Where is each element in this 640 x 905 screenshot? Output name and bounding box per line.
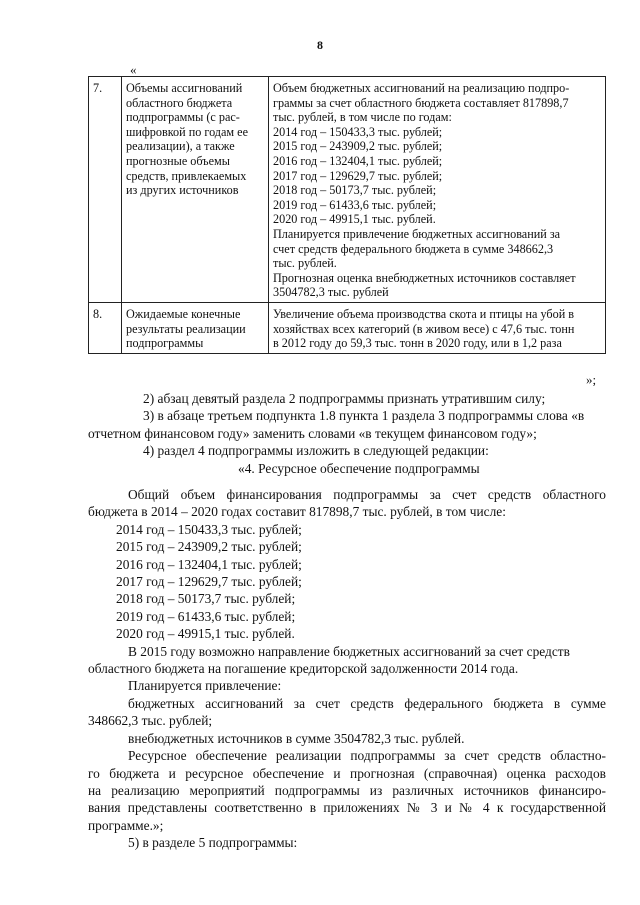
row-name-line: результаты реализации xyxy=(126,321,246,336)
row-name-line: реализации), а также xyxy=(126,139,235,154)
row-number: 8. xyxy=(89,302,122,353)
row-name-line: подпрограммы (с рас- xyxy=(126,110,240,125)
resource-line-5: программе.»; xyxy=(88,817,164,833)
content-line: граммы за счет областного бюджета составляет 817898,7 xyxy=(273,95,569,110)
row-name-line: средств, привлекаемых xyxy=(126,168,247,183)
content-line: 2020 год – 49915,1 тыс. рублей. xyxy=(273,212,436,227)
row-name-line: областного бюджета xyxy=(126,95,233,110)
resource-line-1: Ресурсное обеспечение реализации подпрограммы за счет средств областно- xyxy=(128,748,606,764)
content-line: Прогнозная оценка внебюджетных источников составляет xyxy=(273,270,576,285)
resource-line-4: вания представлены соответственно в приложениях № 3 и № 4 к государственной xyxy=(88,800,606,816)
item-3-line-2: отчетном финансовом году» заменить словами «в текущем финансовом году»; xyxy=(88,425,537,441)
row-name-line: шифровкой по годам ее xyxy=(126,124,248,139)
row-content-cell xyxy=(269,302,606,353)
content-line: тыс. рублей. xyxy=(273,256,337,271)
debt-line-1: В 2015 году возможно направление бюджетных ассигнований за счет средств xyxy=(128,643,570,659)
table-row xyxy=(89,302,606,353)
row-name-line: из других источников xyxy=(126,183,239,198)
federal-line-1: бюджетных ассигнований за счет средств федерального бюджета в сумме xyxy=(128,695,606,711)
section-4-body xyxy=(88,486,606,852)
row-name-cell xyxy=(122,77,269,303)
row-name-line: Объемы ассигнований xyxy=(126,81,243,95)
content-line: 2019 год – 61433,6 тыс. рублей; xyxy=(273,197,437,212)
row-name-line: прогнозные объемы xyxy=(126,153,230,168)
subprogram-passport-table xyxy=(88,76,606,354)
total-line-1: Общий объем финансирования подпрограммы за счет средств областного xyxy=(128,487,606,502)
row-name-line: Ожидаемые конечные xyxy=(126,306,241,321)
table-row xyxy=(89,77,606,303)
year-line: 2014 год – 150433,3 тыс. рублей; xyxy=(116,521,302,537)
federal-line-2: 348662,3 тыс. рублей; xyxy=(88,713,213,729)
page-number: 8 xyxy=(317,38,323,52)
content-line: 2018 год – 50173,7 тыс. рублей; xyxy=(273,183,437,198)
year-line: 2019 год – 61433,6 тыс. рублей; xyxy=(116,608,296,624)
item-4: 4) раздел 4 подпрограммы изложить в следующей редакции: xyxy=(143,443,489,459)
content-line: тыс. рублей, в том числе по годам: xyxy=(273,110,452,125)
content-line: 2016 год – 132404,1 тыс. рублей; xyxy=(273,153,443,168)
year-line: 2017 год – 129629,7 тыс. рублей; xyxy=(116,574,302,590)
row-name-line: подпрограммы xyxy=(126,336,204,351)
content-line: 3504782,3 тыс. рублей xyxy=(273,285,389,300)
section-title: «4. Ресурсное обеспечение подпрограммы xyxy=(238,460,480,476)
item-3-line-1: 3) в абзаце третьем подпункта 1.8 пункта 1 раздела 3 подпрограммы слова «в xyxy=(143,408,585,424)
row-number: 7. xyxy=(89,77,122,303)
content-line: в 2012 году до 59,3 тыс. тонн в 2020 году, или в 1,2 раза xyxy=(273,336,562,351)
content-line: Планируется привлечение бюджетных ассигнований за xyxy=(273,226,561,241)
item-5: 5) в разделе 5 подпрограммы: xyxy=(128,835,298,851)
content-line: 2017 год – 129629,7 тыс. рублей; xyxy=(273,168,443,183)
content-line: 2015 год – 243909,2 тыс. рублей; xyxy=(273,139,443,154)
year-line: 2020 год – 49915,1 тыс. рублей. xyxy=(116,626,295,642)
content-line: 2014 год – 150433,3 тыс. рублей; xyxy=(273,124,443,139)
year-line: 2018 год – 50173,7 тыс. рублей; xyxy=(116,591,296,607)
row-name-cell xyxy=(122,302,269,353)
content-line: хозяйствах всех категорий (в живом весе) с 47,6 тыс. тонн xyxy=(273,321,575,336)
item-2: 2) абзац девятый раздела 2 подпрограммы признать утратившим силу; xyxy=(143,391,546,406)
content-line: Объем бюджетных ассигнований на реализацию подпро- xyxy=(273,81,570,95)
content-line: счет средств федерального бюджета в сумме 348662,3 xyxy=(273,241,554,256)
year-line: 2016 год – 132404,1 тыс. рублей; xyxy=(116,556,302,572)
debt-line-2: областного бюджета на погашение кредиторской задолженности 2014 года. xyxy=(88,661,519,677)
content-line: Увеличение объема производства скота и птицы на убой в xyxy=(273,306,575,321)
year-line: 2015 год – 243909,2 тыс. рублей; xyxy=(116,539,302,555)
row-content-cell xyxy=(269,77,606,303)
resource-line-3: на реализацию мероприятий подпрограммы из различных источников финансиро- xyxy=(88,782,606,798)
extrabudget-line: внебюджетных источников в сумме 3504782,3 тыс. рублей. xyxy=(128,730,465,746)
planned-line: Планируется привлечение: xyxy=(128,678,282,694)
total-line-2: бюджета в 2014 – 2020 годах составит 817898,7 тыс. рублей, в том числе: xyxy=(88,504,506,520)
opening-quote: « xyxy=(130,62,137,77)
closing-quote: »; xyxy=(586,372,597,387)
amendment-list xyxy=(88,390,606,477)
resource-line-2: го бюджета и ресурсное обеспечение и прогнозная (справочная) оценка расходов xyxy=(88,765,606,781)
